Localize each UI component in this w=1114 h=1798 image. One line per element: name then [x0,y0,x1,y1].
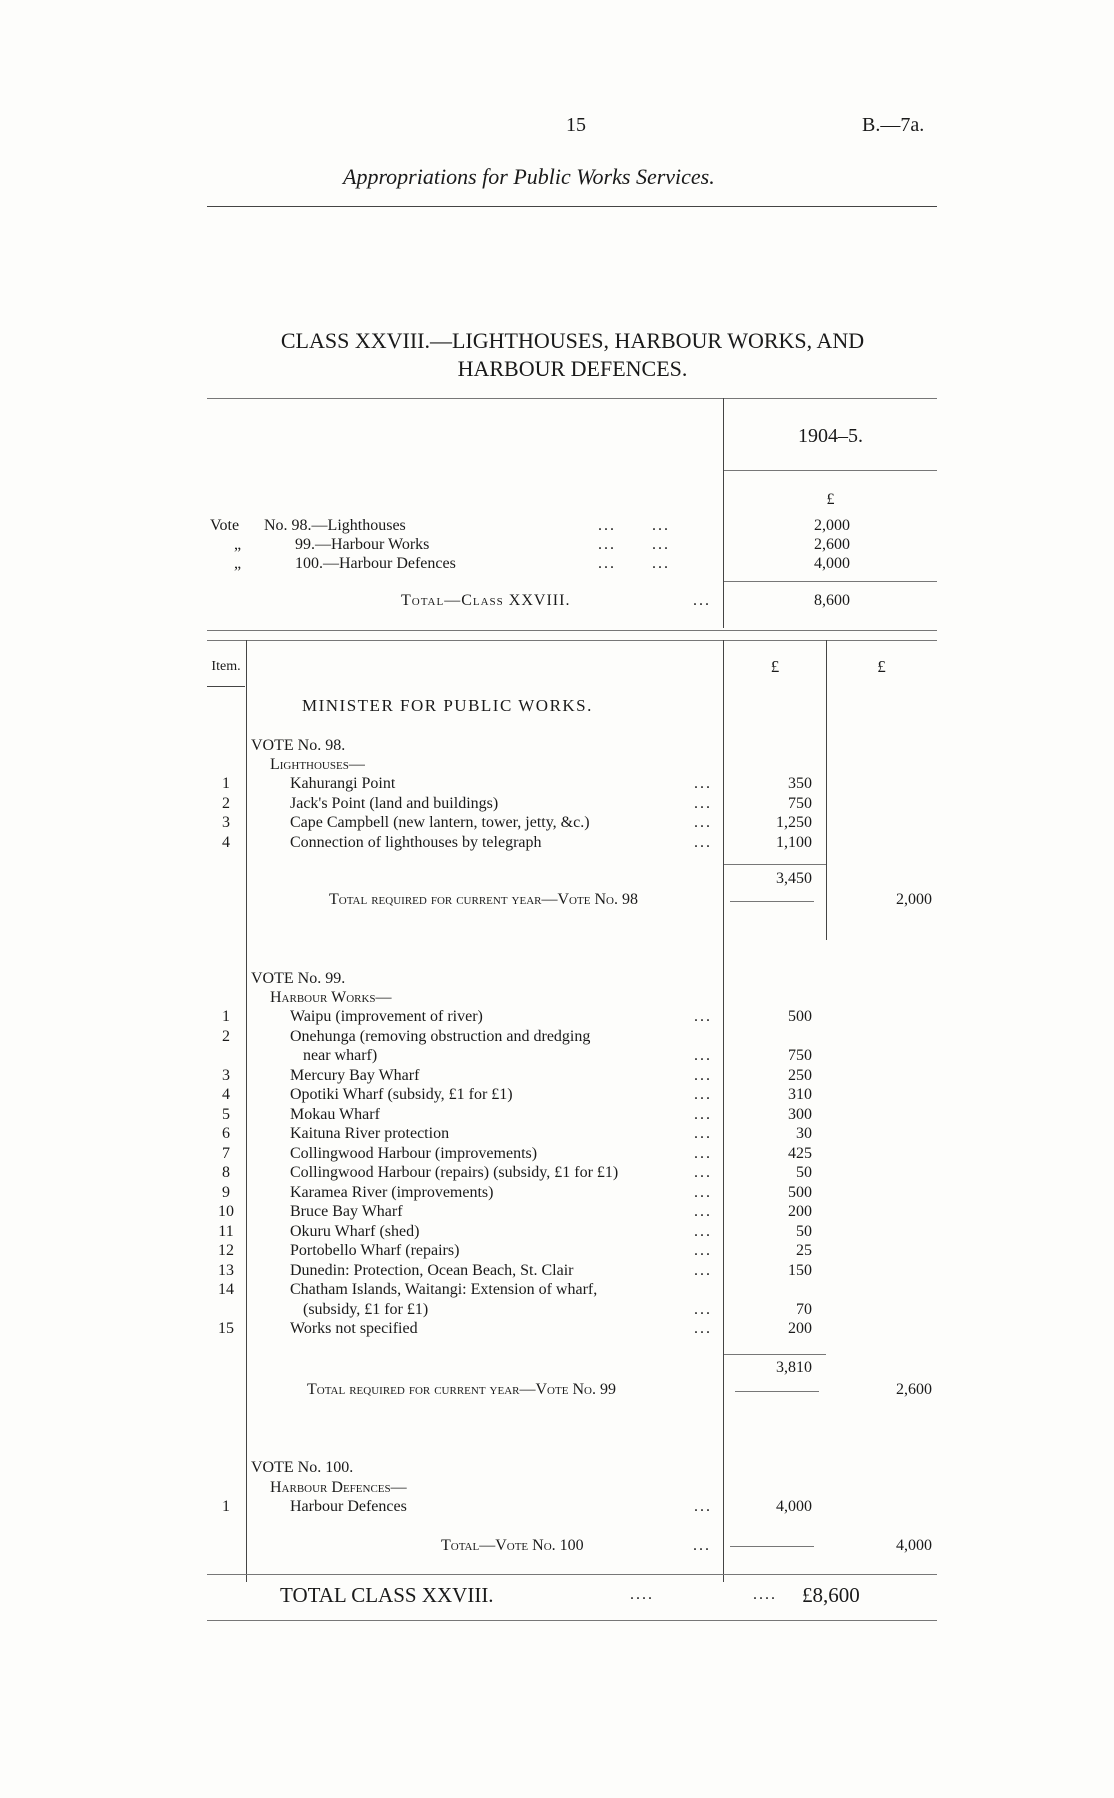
ditto-mark: „ [234,536,242,553]
grand-total-label: TOTAL CLASS XXVIII. [280,1583,494,1607]
item-amount: 350 [788,775,812,792]
item-amount: 200 [788,1320,812,1337]
summary-total-amount: 8,600 [814,592,850,609]
leader-dots: ... [694,775,712,792]
class-title-line2: HARBOUR DEFENCES. [457,356,688,381]
item-description: Chatham Islands, Waitangi: Extension of wharf, [290,1281,598,1298]
grand-total-amount: £8,600 [802,1583,860,1607]
leader-dots: ... [694,1222,712,1240]
vote-100-total-label: Total—Vote No. 100 [441,1537,584,1554]
summary-row-99: 99.—Harbour Works [295,536,430,553]
leader-dots: .... [630,1586,654,1603]
leader-dots: ... [694,1125,712,1142]
detail-item-column-rule [246,640,247,1582]
item-description: Harbour Defences [290,1498,407,1515]
item-number: 15 [218,1320,234,1337]
vote-100-title: VOTE No. 100. [251,1459,354,1476]
leader-dots: ... [694,1008,712,1025]
item-description: Opotiki Wharf (subsidy, £1 for £1) [290,1086,513,1103]
item-description: Kaituna River protection [290,1125,450,1142]
vote-100-heading: Harbour Defences— [270,1479,407,1496]
vote-99-required: 2,600 [896,1381,932,1398]
summary-row-100: 100.—Harbour Defences [295,555,456,572]
item-description: Mokau Wharf [290,1105,380,1123]
item-description: Mercury Bay Wharf [290,1066,420,1084]
vote-99-subtotal-rule [724,1354,826,1355]
item-amount: 750 [788,794,812,812]
item-amount: 1,100 [776,833,812,851]
summary-row-98: No. 98.—Lighthouses [264,517,406,534]
item-number: 2 [222,1027,230,1045]
leader-dots: ... [694,1183,712,1201]
item-description: Jack's Point (land and buildings) [290,794,499,812]
item-number: 1 [222,1498,230,1515]
item-number: 9 [222,1183,230,1201]
leader-dots: ... [694,1144,712,1162]
item-number: 1 [222,775,230,792]
item-header-rule [207,686,245,687]
class-title-line1: CLASS XXVIII.—LIGHTHOUSES, HARBOUR WORKS, AND [280,328,865,353]
header-rule [207,206,937,207]
minister-heading: MINISTER FOR PUBLIC WORKS. [302,696,593,715]
leader-dots: ... [694,1203,712,1220]
vote-99-total-dash [735,1391,819,1392]
item-amount: 500 [788,1008,812,1025]
leader-dots: ... [694,814,712,831]
item-amount: 50 [796,1222,812,1240]
summary-currency: £ [826,491,835,508]
currency-header-1: £ [770,657,780,676]
item-description: Works not specified [290,1320,418,1337]
grand-total-rule [207,1620,937,1621]
item-amount: 150 [788,1261,812,1279]
leader-dots: ... [694,1242,712,1259]
vote-99-heading: Harbour Works— [270,989,392,1006]
page-number: 15 [566,114,586,136]
item-description: Cape Campbell (new lantern, tower, jetty, &c.) [290,814,590,831]
item-number: 10 [218,1203,234,1220]
summary-total-label: Total—Class XXVIII. [401,592,571,609]
item-amount: 425 [788,1144,812,1162]
vote-98-title: VOTE No. 98. [251,737,346,754]
vote-99-total-label: Total required for current year—Vote No. 99 [307,1381,616,1398]
leader-dots: ... [694,833,712,851]
leader-dots: ... [693,1537,711,1554]
item-number: 6 [222,1125,230,1142]
summary-year: 1904–5. [798,425,863,447]
leader-dots: .... [753,1586,777,1603]
leader-dots: ... ... [598,517,670,534]
summary-amount-100: 4,000 [814,555,850,572]
item-amount: 4,000 [776,1498,812,1515]
leader-dots: ... [694,1320,712,1337]
vote-98-required: 2,000 [896,891,932,908]
vote-98-heading: Lighthouses— [270,756,365,773]
item-number: 8 [222,1164,230,1181]
item-amount: 1,250 [776,814,812,831]
item-number: 4 [222,833,230,851]
detail-bottom-rule [207,1574,937,1575]
item-amount: 30 [796,1125,812,1142]
leader-dots: ... [694,1498,712,1515]
leader-dots: ... [694,1164,712,1181]
item-description: Waipu (improvement of river) [290,1008,483,1025]
vote-98-total-dash [730,901,814,902]
item-description: Onehunga (removing obstruction and dredging [290,1027,591,1045]
detail-top-rule [207,640,937,641]
item-description: Portobello Wharf (repairs) [290,1242,460,1259]
leader-dots: ... [694,1105,712,1123]
item-description: Connection of lighthouses by telegraph [290,833,542,851]
item-description: Kahurangi Point [290,775,396,792]
item-description: Collingwood Harbour (improvements) [290,1144,538,1162]
item-amount: 250 [788,1066,812,1084]
item-description-continued: near wharf) [303,1047,378,1064]
vote-98-subtotal-rule [724,864,826,865]
vote-100-total-dash [730,1546,814,1547]
summary-amount-99: 2,600 [814,536,850,553]
item-amount: 310 [788,1086,812,1103]
leader-dots: ... [694,1261,712,1279]
leader-dots: ... ... [598,555,670,572]
summary-top-rule [207,398,937,399]
item-description: Bruce Bay Wharf [290,1203,403,1220]
item-description: Okuru Wharf (shed) [290,1222,420,1240]
summary-total-rule [724,581,937,582]
item-number: 14 [218,1281,234,1298]
item-amount: 500 [788,1183,812,1201]
vote-label: Vote [210,517,240,534]
item-description: Collingwood Harbour (repairs) (subsidy, £1 for £1) [290,1164,619,1181]
item-number: 2 [222,794,230,812]
item-number: 12 [218,1242,234,1259]
document-code: B.—7a. [862,114,925,136]
summary-year-rule [724,470,937,471]
page-subtitle: Appropriations for Public Works Services. [343,164,715,189]
item-amount: 70 [796,1300,812,1318]
vote-99-title: VOTE No. 99. [251,970,346,987]
item-number: 7 [222,1144,230,1162]
leader-dots: ... [694,1086,712,1103]
item-number: 3 [222,1066,230,1084]
leader-dots: ... [694,1047,712,1064]
item-amount: 25 [796,1242,812,1259]
item-description-continued: (subsidy, £1 for £1) [303,1300,429,1318]
summary-bottom-rule [207,630,937,631]
vote-99-subtotal: 3,810 [776,1359,812,1376]
item-amount: 300 [788,1105,812,1123]
item-number: 4 [222,1086,230,1103]
vote-98-total-label: Total required for current year—Vote No. 98 [329,891,638,908]
item-description: Dunedin: Protection, Ocean Beach, St. Clair [290,1261,574,1279]
leader-dots: ... [694,1300,712,1318]
item-description: Karamea River (improvements) [290,1183,494,1201]
vote-98-subtotal: 3,450 [776,870,812,887]
item-amount: 50 [796,1164,812,1181]
item-number: 5 [222,1105,230,1123]
summary-amount-98: 2,000 [814,517,850,534]
item-amount: 200 [788,1203,812,1220]
leader-dots: ... [693,592,711,609]
item-number: 13 [218,1261,234,1279]
leader-dots: ... ... [598,536,670,553]
item-amount: 750 [788,1047,812,1064]
item-header: Item. [211,659,241,674]
ditto-mark: „ [234,555,242,572]
currency-header-2: £ [877,657,886,676]
vote-100-required: 4,000 [896,1537,932,1554]
item-number: 3 [222,814,230,831]
item-number: 11 [218,1222,234,1240]
leader-dots: ... [694,794,712,812]
item-number: 1 [222,1008,230,1025]
leader-dots: ... [694,1066,712,1084]
